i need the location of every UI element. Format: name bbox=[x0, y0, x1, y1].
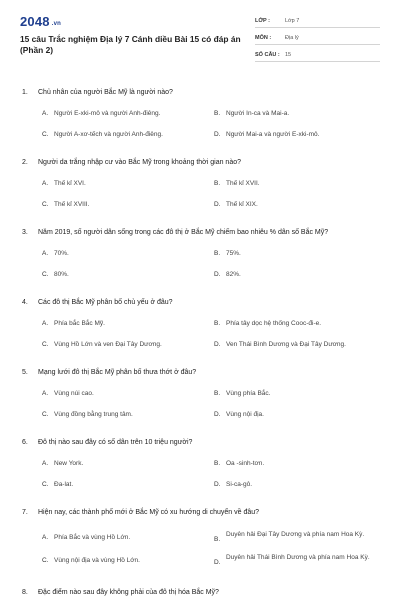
option-text: Thế kỉ XVIII. bbox=[54, 201, 90, 208]
question-text: Hiện nay, các thành phố mới ở Bắc Mỹ có xu hướng di chuyển về đâu? bbox=[38, 509, 260, 516]
option-a[interactable] bbox=[38, 109, 210, 118]
option-text: Thế kỉ XVII. bbox=[226, 180, 260, 187]
option-letter: B. bbox=[214, 390, 221, 397]
option-text: Phía bắc Bắc Mỹ. bbox=[54, 320, 105, 327]
option-d[interactable] bbox=[210, 200, 380, 209]
question-5 bbox=[20, 368, 380, 419]
meta-value: Địa lý bbox=[285, 34, 299, 41]
option-letter: A. bbox=[42, 180, 49, 187]
option-b[interactable] bbox=[210, 459, 380, 468]
option-text: Duyên hải Thái Bình Dương và phía nam Hoa Kỳ. bbox=[226, 554, 370, 561]
question-number: 7. bbox=[22, 509, 28, 516]
question-3 bbox=[20, 228, 380, 279]
option-letter: D. bbox=[214, 341, 221, 348]
question-number: 3. bbox=[22, 229, 28, 236]
option-letter: A. bbox=[42, 390, 49, 397]
meta-label: LỚP : bbox=[255, 17, 270, 24]
option-letter: A. bbox=[42, 250, 49, 257]
header-left bbox=[20, 10, 250, 80]
option-b[interactable] bbox=[210, 179, 380, 188]
answer-options bbox=[38, 249, 380, 279]
answer-options bbox=[38, 179, 380, 209]
option-text: 70%. bbox=[54, 250, 69, 257]
option-letter: C. bbox=[42, 411, 49, 418]
question-number: 4. bbox=[22, 299, 28, 306]
option-letter: C. bbox=[42, 341, 49, 348]
option-letter: B. bbox=[214, 110, 221, 117]
option-text: Si-ca-gô. bbox=[226, 481, 253, 488]
option-b[interactable] bbox=[210, 319, 380, 328]
option-a[interactable] bbox=[38, 459, 210, 468]
question-text: Các đô thị Bắc Mỹ phân bố chủ yếu ở đâu? bbox=[38, 299, 173, 306]
option-text: Vùng phía Bắc. bbox=[226, 390, 271, 397]
meta-row-subject bbox=[255, 31, 380, 45]
option-d[interactable] bbox=[210, 270, 380, 279]
option-text: Oa -sinh-tơn. bbox=[226, 460, 265, 467]
question-1 bbox=[20, 88, 380, 139]
option-d[interactable] bbox=[210, 410, 380, 419]
option-text: Phía Bắc và vùng Hồ Lớn. bbox=[54, 534, 131, 541]
option-a[interactable] bbox=[38, 319, 210, 328]
meta-row-count bbox=[255, 48, 380, 62]
meta-label: MÔN : bbox=[255, 34, 272, 41]
option-letter: A. bbox=[42, 534, 49, 541]
option-d[interactable] bbox=[210, 130, 380, 139]
option-text: Duyên hải Đại Tây Dương và phía nam Hoa Kỳ. bbox=[226, 531, 365, 538]
answer-options bbox=[38, 459, 380, 489]
option-text: Người A-xơ-tếch và người Anh-điêng. bbox=[54, 131, 163, 138]
question-number: 6. bbox=[22, 439, 28, 446]
option-text: Thế kỉ XIX. bbox=[226, 201, 258, 208]
answer-options bbox=[38, 319, 380, 349]
option-text: Đa-lat. bbox=[54, 481, 74, 488]
option-text: Vùng đồng bằng trung tâm. bbox=[54, 411, 133, 418]
question-number: 2. bbox=[22, 159, 28, 166]
option-d[interactable] bbox=[210, 480, 380, 489]
meta-row-class bbox=[255, 14, 380, 28]
site-logo[interactable] bbox=[20, 14, 250, 29]
option-c[interactable] bbox=[38, 130, 210, 139]
option-letter: C. bbox=[42, 481, 49, 488]
option-text: Người E-xki-mô và người Anh-điêng. bbox=[54, 110, 161, 117]
option-letter: A. bbox=[42, 110, 49, 117]
meta-label: SỐ CÂU : bbox=[255, 51, 280, 58]
meta-value: Lớp 7 bbox=[285, 17, 300, 24]
option-c[interactable] bbox=[38, 340, 210, 349]
option-letter: C. bbox=[42, 271, 49, 278]
answer-options bbox=[38, 109, 380, 139]
option-text: Vùng núi cao. bbox=[54, 390, 94, 397]
meta-info bbox=[255, 14, 380, 80]
question-2 bbox=[20, 158, 380, 209]
option-text: Thế kỉ XVI. bbox=[54, 180, 86, 187]
option-c[interactable] bbox=[38, 552, 210, 569]
option-c[interactable] bbox=[38, 200, 210, 209]
meta-value: 15 bbox=[285, 51, 292, 58]
option-c[interactable] bbox=[38, 480, 210, 489]
logo-main: 2048 bbox=[20, 14, 50, 29]
option-letter: D. bbox=[214, 201, 221, 208]
question-number: 8. bbox=[22, 589, 28, 596]
question-list bbox=[20, 88, 380, 598]
option-letter: C. bbox=[42, 557, 49, 564]
option-a[interactable] bbox=[38, 389, 210, 398]
option-letter: C. bbox=[42, 131, 49, 138]
header bbox=[20, 10, 380, 80]
option-letter: D. bbox=[214, 411, 221, 418]
option-letter: A. bbox=[42, 320, 49, 327]
option-letter: D. bbox=[214, 559, 221, 566]
option-c[interactable] bbox=[38, 270, 210, 279]
option-letter: A. bbox=[42, 460, 49, 467]
option-a[interactable] bbox=[38, 529, 210, 546]
question-text: Mạng lưới đô thị Bắc Mỹ phân bố thưa thớt ở đâu? bbox=[38, 369, 197, 376]
option-a[interactable] bbox=[38, 249, 210, 258]
logo-suffix: .vn bbox=[51, 21, 62, 27]
option-text: 80%. bbox=[54, 271, 69, 278]
option-letter: B. bbox=[214, 320, 221, 327]
question-number: 5. bbox=[22, 369, 28, 376]
question-8 bbox=[20, 588, 380, 598]
option-b[interactable] bbox=[210, 389, 380, 398]
option-letter: D. bbox=[214, 131, 221, 138]
answer-options bbox=[38, 529, 380, 569]
option-text: Người Mai-a và người E-xki-mô. bbox=[226, 131, 320, 138]
option-text: Vùng nội địa. bbox=[226, 411, 264, 418]
option-b[interactable] bbox=[210, 109, 380, 118]
option-text: 82%. bbox=[226, 271, 241, 278]
option-letter: B. bbox=[214, 180, 221, 187]
option-letter: B. bbox=[214, 460, 221, 467]
option-d[interactable] bbox=[210, 340, 380, 349]
question-text: Người da trắng nhập cư vào Bắc Mỹ trong khoảng thời gian nào? bbox=[38, 159, 242, 166]
option-text: Phía tây dọc hệ thống Cooc-đi-e. bbox=[226, 320, 322, 327]
option-b[interactable] bbox=[210, 249, 380, 258]
option-text: New York. bbox=[54, 460, 84, 467]
option-letter: C. bbox=[42, 201, 49, 208]
question-text: Chủ nhân của người Bắc Mỹ là người nào? bbox=[38, 89, 173, 96]
option-b[interactable] bbox=[210, 529, 380, 546]
answer-options bbox=[38, 389, 380, 419]
question-6 bbox=[20, 438, 380, 489]
question-number: 1. bbox=[22, 89, 28, 96]
option-text: Vùng nội địa và vùng Hồ Lớn. bbox=[54, 557, 140, 564]
option-text: Vùng Hồ Lớn và ven Đại Tây Dương. bbox=[54, 341, 162, 348]
option-text: Ven Thái Bình Dương và Đại Tây Dương. bbox=[226, 341, 346, 348]
question-7 bbox=[20, 508, 380, 569]
option-d[interactable] bbox=[210, 552, 380, 569]
question-text: Đặc điểm nào sau đây không phải của đô thị hóa Bắc Mỹ? bbox=[38, 589, 219, 596]
question-4 bbox=[20, 298, 380, 349]
question-text: Đô thị nào sau đây có số dân trên 10 triệu người? bbox=[38, 439, 193, 446]
option-text: Người In-ca và Mai-a. bbox=[226, 110, 290, 117]
option-c[interactable] bbox=[38, 410, 210, 419]
option-text: 75%. bbox=[226, 250, 241, 257]
option-a[interactable] bbox=[38, 179, 210, 188]
option-letter: B. bbox=[214, 250, 221, 257]
question-text: Năm 2019, số người dân sống trong các đô thị ở Bắc Mỹ chiếm bao nhiêu % dân số Bắc Mỹ? bbox=[38, 229, 329, 236]
option-letter: D. bbox=[214, 271, 221, 278]
option-letter: D. bbox=[214, 481, 221, 488]
option-letter: B. bbox=[214, 536, 221, 543]
page-title: 15 câu Trắc nghiệm Địa lý 7 Cánh diều Bài 15 có đáp án (Phần 2) bbox=[20, 34, 241, 55]
